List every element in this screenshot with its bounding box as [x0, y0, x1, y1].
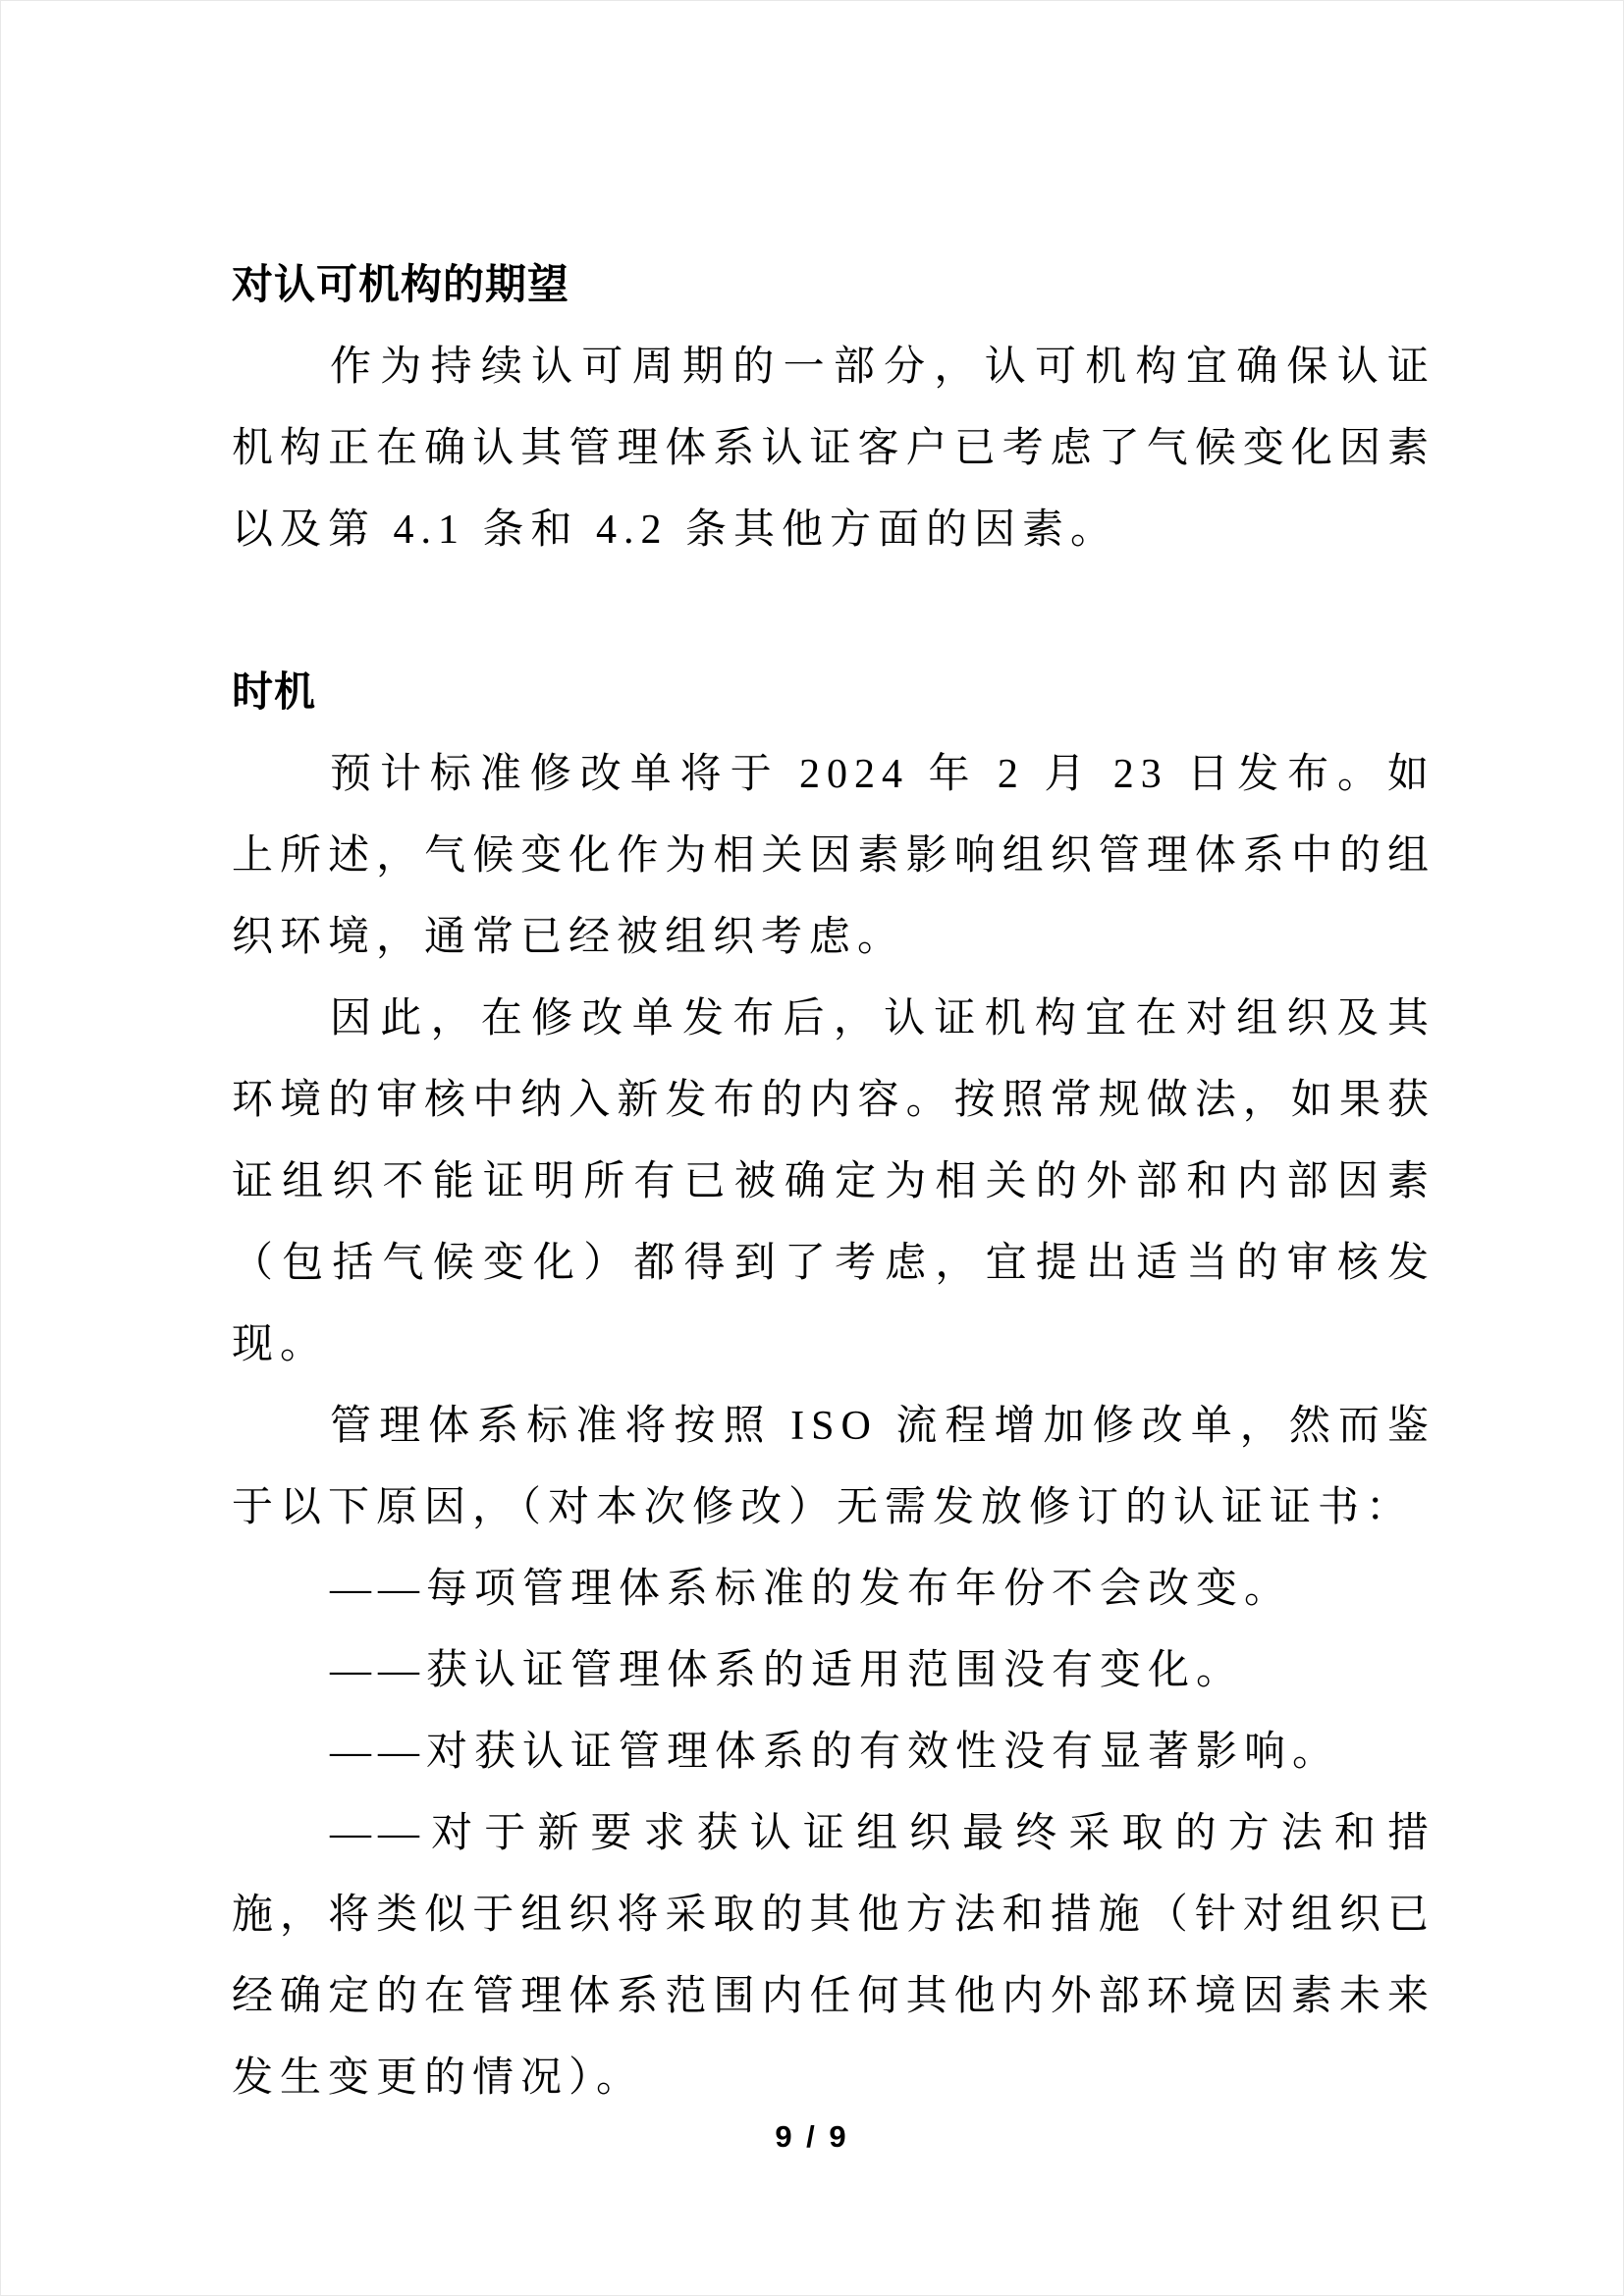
list-item-dash: ——对于新要求获认证组织最终采取的方法和措施，将类似于组织将采取的其他方法和措施（针对组织已经确定的在管理体系范围内任何其他内外部环境因素未来发生变更的情况）。 [232, 1811, 1435, 2101]
list-item-dash: ——对获认证管理体系的有效性没有显著影响。 [330, 1730, 1341, 1775]
paragraph: 作为持续认可周期的一部分，认可机构宜确保认证机构正在确认其管理体系认证客户已考虑了气候变化因素以及第 4.1 条和 4.2 条其他方面的因素。 [232, 345, 1435, 553]
section-timing [232, 653, 1435, 2119]
paragraph: 因此，在修改单发布后，认证机构宜在对组织及其环境的审核中纳入新发布的内容。按照常规做法，如果获证组织不能证明所有已被确定为相关的外部和内部因素（包括气候变化）都得到了考虑，宜提出适当的审核发现。 [232, 996, 1435, 1367]
page-number: 9 / 9 [775, 2119, 849, 2154]
section-expectations-for-accreditation-bodies [232, 245, 1435, 571]
section-heading-timing: 时机 [232, 670, 317, 716]
paragraph: 管理体系标准将按照 ISO 流程增加修改单，然而鉴于以下原因，（对本次修改）无需发放修订的认证证书： [232, 1404, 1435, 1530]
list-item-dash: ——每项管理体系标准的发布年份不会改变。 [330, 1567, 1293, 1612]
paragraph: 预计标准修改单将于 2024 年 2 月 23 日发布。如上所述，气候变化作为相关因素影响组织管理体系中的组织环境，通常已经被组织考虑。 [232, 752, 1435, 960]
list-item-dash: ——获认证管理体系的适用范围没有变化。 [330, 1648, 1245, 1693]
document-content [232, 245, 1435, 2119]
section-heading-expectations: 对认可机构的期望 [232, 263, 570, 308]
